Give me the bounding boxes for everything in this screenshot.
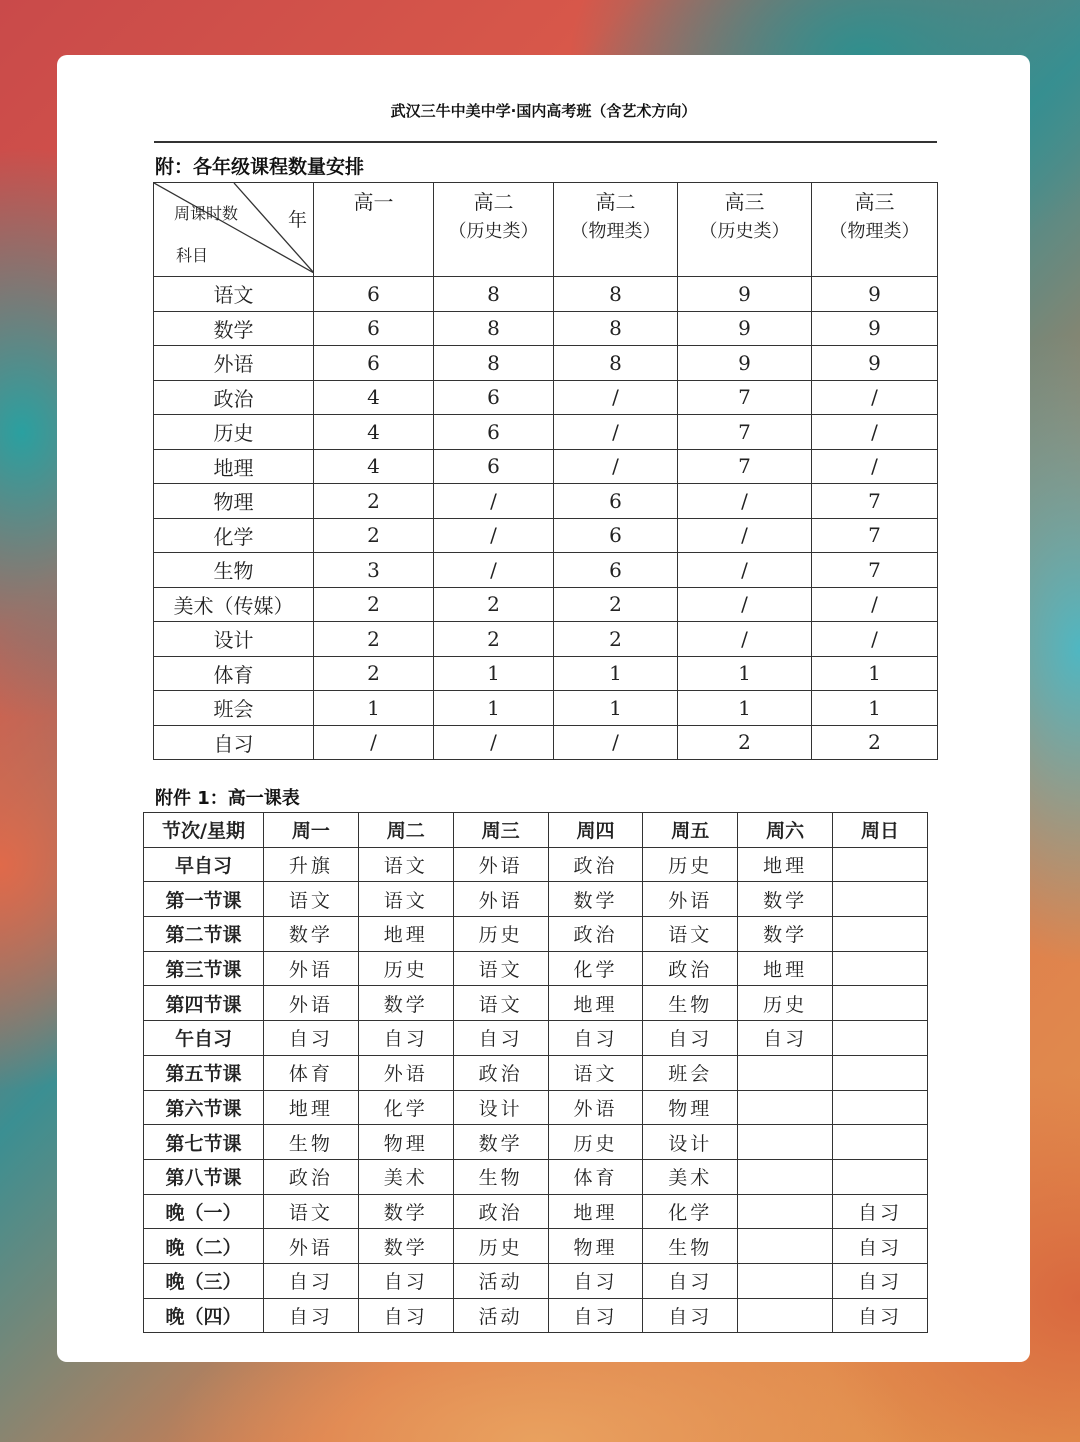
corner-subject-label: 科目 <box>176 246 209 265</box>
class-cell: 地理 <box>738 847 833 882</box>
grade-header-cell <box>434 183 554 277</box>
hours-cell: 2 <box>434 587 554 622</box>
timetable-row <box>144 1125 928 1160</box>
class-cell: 生物 <box>453 1159 548 1194</box>
course-hours-row <box>154 587 938 622</box>
hours-cell: 9 <box>812 311 938 346</box>
class-cell <box>738 1159 833 1194</box>
corner-hours-label: 周课时数 <box>174 204 239 223</box>
weekday-header: 周六 <box>738 813 833 848</box>
hours-cell: / <box>812 449 938 484</box>
period-label-cell: 第五节课 <box>144 1055 264 1090</box>
timetable <box>143 812 928 1333</box>
grade-header-cell <box>554 183 678 277</box>
subject-cell: 政治 <box>154 380 314 415</box>
class-cell <box>833 1055 928 1090</box>
class-cell: 自习 <box>643 1021 738 1056</box>
period-label-cell: 第六节课 <box>144 1090 264 1125</box>
class-cell <box>738 1090 833 1125</box>
hours-cell: 7 <box>812 484 938 519</box>
subject-cell: 设计 <box>154 622 314 657</box>
class-cell <box>833 1159 928 1194</box>
class-cell: 数学 <box>453 1125 548 1160</box>
class-cell: 自习 <box>643 1298 738 1333</box>
hours-cell: 9 <box>812 277 938 312</box>
hours-cell: 6 <box>554 518 678 553</box>
hours-cell: 9 <box>678 311 812 346</box>
subject-cell: 自习 <box>154 725 314 760</box>
class-cell <box>738 1229 833 1264</box>
class-cell: 数学 <box>264 917 359 952</box>
class-cell: 自习 <box>548 1298 643 1333</box>
hours-cell: 4 <box>314 380 434 415</box>
timetable-row <box>144 951 928 986</box>
grade-header-main: 高三 <box>854 190 895 214</box>
class-cell: 数学 <box>548 882 643 917</box>
class-cell: 地理 <box>264 1090 359 1125</box>
hours-cell: / <box>812 587 938 622</box>
hours-cell: / <box>554 380 678 415</box>
class-cell: 外语 <box>453 882 548 917</box>
class-cell: 自习 <box>833 1263 928 1298</box>
period-label-cell: 晚（四） <box>144 1298 264 1333</box>
class-cell: 体育 <box>264 1055 359 1090</box>
hours-cell: / <box>434 518 554 553</box>
hours-cell: 2 <box>314 518 434 553</box>
class-cell <box>738 1194 833 1229</box>
class-cell: 政治 <box>548 917 643 952</box>
period-label-cell: 晚（二） <box>144 1229 264 1264</box>
hours-cell: 6 <box>314 277 434 312</box>
class-cell: 体育 <box>548 1159 643 1194</box>
class-cell: 物理 <box>548 1229 643 1264</box>
course-hours-row <box>154 553 938 588</box>
hours-cell: 8 <box>434 311 554 346</box>
page-header-title: 武汉三牛中美中学·国内高考班（含艺术方向） <box>390 102 697 120</box>
class-cell <box>833 1090 928 1125</box>
hours-cell: 7 <box>678 415 812 450</box>
grade-header-main: 高一 <box>353 190 394 214</box>
period-label-cell: 第二节课 <box>144 917 264 952</box>
timetable-row <box>144 917 928 952</box>
hours-cell: 9 <box>812 346 938 381</box>
period-label-cell: 第三节课 <box>144 951 264 986</box>
class-cell: 历史 <box>358 951 453 986</box>
course-hours-row <box>154 415 938 450</box>
class-cell: 外语 <box>264 951 359 986</box>
class-cell: 历史 <box>453 917 548 952</box>
hours-cell: / <box>434 553 554 588</box>
timetable-row <box>144 1159 928 1194</box>
course-hours-row <box>154 380 938 415</box>
class-cell: 自习 <box>833 1298 928 1333</box>
hours-cell: 8 <box>554 311 678 346</box>
class-cell <box>833 1125 928 1160</box>
hours-cell: 1 <box>314 691 434 726</box>
subject-cell: 生物 <box>154 553 314 588</box>
subject-cell: 美术（传媒） <box>154 587 314 622</box>
grade-header-cell <box>678 183 812 277</box>
hours-cell: 6 <box>434 449 554 484</box>
class-cell: 自习 <box>548 1021 643 1056</box>
hours-cell: 2 <box>678 725 812 760</box>
class-cell: 自习 <box>453 1021 548 1056</box>
class-cell: 历史 <box>643 847 738 882</box>
class-cell: 政治 <box>643 951 738 986</box>
hours-cell: 7 <box>678 449 812 484</box>
period-label-cell: 第一节课 <box>144 882 264 917</box>
hours-cell: 2 <box>554 622 678 657</box>
hours-cell: / <box>678 484 812 519</box>
class-cell: 化学 <box>643 1194 738 1229</box>
hours-cell: / <box>314 725 434 760</box>
class-cell: 自习 <box>264 1263 359 1298</box>
course-hours-row <box>154 725 938 760</box>
class-cell: 美术 <box>643 1159 738 1194</box>
class-cell: 政治 <box>548 847 643 882</box>
section2-title: 附件 1：高一课表 <box>155 788 300 809</box>
class-cell: 外语 <box>358 1055 453 1090</box>
hours-cell: 1 <box>554 656 678 691</box>
hours-cell: 1 <box>812 656 938 691</box>
class-cell <box>833 951 928 986</box>
timetable-row <box>144 1090 928 1125</box>
course-hours-row <box>154 622 938 657</box>
class-cell: 语文 <box>358 882 453 917</box>
class-cell: 数学 <box>358 1194 453 1229</box>
grade-header-main: 高二 <box>473 190 514 214</box>
class-cell: 生物 <box>643 986 738 1021</box>
class-cell <box>833 882 928 917</box>
hours-cell: 2 <box>554 587 678 622</box>
hours-cell: 7 <box>812 518 938 553</box>
class-cell <box>738 1263 833 1298</box>
hours-cell: 8 <box>554 277 678 312</box>
class-cell <box>738 1055 833 1090</box>
document-page <box>57 55 1030 1362</box>
subject-cell: 物理 <box>154 484 314 519</box>
timetable-row <box>144 1194 928 1229</box>
period-label-cell: 晚（一） <box>144 1194 264 1229</box>
hours-cell: / <box>554 415 678 450</box>
class-cell: 自习 <box>833 1229 928 1264</box>
grade-header-cell <box>812 183 938 277</box>
hours-cell: 7 <box>678 380 812 415</box>
class-cell: 自习 <box>548 1263 643 1298</box>
class-cell: 活动 <box>453 1263 548 1298</box>
grade-header-main: 高二 <box>595 190 636 214</box>
class-cell: 升旗 <box>264 847 359 882</box>
hours-cell: 2 <box>314 656 434 691</box>
class-cell: 外语 <box>453 847 548 882</box>
hours-cell: / <box>812 415 938 450</box>
hours-cell: 7 <box>812 553 938 588</box>
weekday-header: 周三 <box>453 813 548 848</box>
subject-cell: 地理 <box>154 449 314 484</box>
timetable-corner-header: 节次/星期 <box>144 813 264 848</box>
class-cell: 语文 <box>264 882 359 917</box>
class-cell: 地理 <box>548 986 643 1021</box>
class-cell: 化学 <box>358 1090 453 1125</box>
class-cell: 语文 <box>643 917 738 952</box>
subject-cell: 语文 <box>154 277 314 312</box>
class-cell: 自习 <box>264 1298 359 1333</box>
class-cell: 物理 <box>358 1125 453 1160</box>
class-cell: 自习 <box>738 1021 833 1056</box>
class-cell: 外语 <box>548 1090 643 1125</box>
timetable-row <box>144 1263 928 1298</box>
weekday-header: 周一 <box>264 813 359 848</box>
class-cell: 数学 <box>738 882 833 917</box>
hours-cell: / <box>678 622 812 657</box>
class-cell: 地理 <box>358 917 453 952</box>
course-hours-row <box>154 311 938 346</box>
subject-cell: 班会 <box>154 691 314 726</box>
course-hours-row <box>154 691 938 726</box>
subject-cell: 数学 <box>154 311 314 346</box>
hours-cell: 2 <box>812 725 938 760</box>
hours-cell: 1 <box>678 691 812 726</box>
class-cell: 政治 <box>453 1194 548 1229</box>
class-cell: 外语 <box>643 882 738 917</box>
class-cell <box>833 986 928 1021</box>
class-cell <box>833 847 928 882</box>
period-label-cell: 第四节课 <box>144 986 264 1021</box>
hours-cell: 1 <box>678 656 812 691</box>
period-label-cell: 晚（三） <box>144 1263 264 1298</box>
hours-cell: 3 <box>314 553 434 588</box>
grade-header-cell <box>314 183 434 277</box>
class-cell <box>833 1021 928 1056</box>
course-hours-row <box>154 484 938 519</box>
class-cell: 自习 <box>358 1021 453 1056</box>
subject-cell: 体育 <box>154 656 314 691</box>
timetable-row <box>144 1298 928 1333</box>
weekday-header: 周二 <box>358 813 453 848</box>
class-cell: 化学 <box>548 951 643 986</box>
class-cell: 语文 <box>548 1055 643 1090</box>
class-cell: 自习 <box>264 1021 359 1056</box>
class-cell: 生物 <box>643 1229 738 1264</box>
subject-cell: 化学 <box>154 518 314 553</box>
hours-cell: / <box>812 622 938 657</box>
class-cell: 自习 <box>358 1298 453 1333</box>
hours-cell: 2 <box>314 622 434 657</box>
period-label-cell: 午自习 <box>144 1021 264 1056</box>
hours-cell: 2 <box>314 484 434 519</box>
class-cell: 设计 <box>453 1090 548 1125</box>
header-divider <box>154 141 937 143</box>
class-cell: 历史 <box>548 1125 643 1160</box>
timetable-row <box>144 847 928 882</box>
class-cell: 地理 <box>548 1194 643 1229</box>
period-label-cell: 第八节课 <box>144 1159 264 1194</box>
period-label-cell: 早自习 <box>144 847 264 882</box>
hours-cell: / <box>434 484 554 519</box>
timetable-header-row <box>144 813 928 848</box>
class-cell: 设计 <box>643 1125 738 1160</box>
class-cell: 外语 <box>264 986 359 1021</box>
hours-cell: / <box>434 725 554 760</box>
hours-cell: / <box>554 725 678 760</box>
hours-cell: 4 <box>314 415 434 450</box>
hours-cell: 8 <box>554 346 678 381</box>
class-cell: 语文 <box>453 951 548 986</box>
timetable-row <box>144 986 928 1021</box>
hours-cell: / <box>678 553 812 588</box>
hours-cell: 6 <box>314 311 434 346</box>
course-hours-row <box>154 518 938 553</box>
class-cell: 政治 <box>264 1159 359 1194</box>
class-cell: 班会 <box>643 1055 738 1090</box>
class-cell: 自习 <box>833 1194 928 1229</box>
class-cell <box>833 917 928 952</box>
grade-header-sub: （物理类） <box>570 221 661 242</box>
timetable-row <box>144 882 928 917</box>
timetable-row <box>144 1055 928 1090</box>
hours-cell: 9 <box>678 346 812 381</box>
hours-cell: 2 <box>434 622 554 657</box>
class-cell: 地理 <box>738 951 833 986</box>
hours-cell: 1 <box>812 691 938 726</box>
hours-cell: / <box>678 518 812 553</box>
class-cell <box>738 1125 833 1160</box>
course-hours-row <box>154 346 938 381</box>
class-cell: 数学 <box>358 986 453 1021</box>
hours-cell: 1 <box>434 691 554 726</box>
class-cell: 语文 <box>358 847 453 882</box>
class-cell: 语文 <box>453 986 548 1021</box>
hours-cell: 8 <box>434 346 554 381</box>
weekday-header: 周日 <box>833 813 928 848</box>
hours-cell: 2 <box>314 587 434 622</box>
class-cell: 语文 <box>264 1194 359 1229</box>
class-cell: 历史 <box>738 986 833 1021</box>
hours-cell: 6 <box>554 484 678 519</box>
hours-cell: 1 <box>554 691 678 726</box>
grade-header-sub: （历史类） <box>699 221 790 242</box>
hours-cell: 6 <box>314 346 434 381</box>
class-cell: 美术 <box>358 1159 453 1194</box>
hours-cell: 9 <box>678 277 812 312</box>
course-hours-body <box>154 277 938 760</box>
class-cell: 活动 <box>453 1298 548 1333</box>
subject-cell: 历史 <box>154 415 314 450</box>
course-hours-row <box>154 449 938 484</box>
course-hours-table <box>153 182 938 760</box>
corner-grade-label: 年 <box>287 209 307 231</box>
weekday-header: 周四 <box>548 813 643 848</box>
hours-cell: / <box>554 449 678 484</box>
hours-cell: 6 <box>434 380 554 415</box>
hours-cell: 1 <box>434 656 554 691</box>
class-cell: 政治 <box>453 1055 548 1090</box>
grade-header-sub: （物理类） <box>829 221 920 242</box>
hours-cell: 6 <box>554 553 678 588</box>
class-cell <box>738 1298 833 1333</box>
timetable-row <box>144 1021 928 1056</box>
hours-cell: 4 <box>314 449 434 484</box>
class-cell: 数学 <box>738 917 833 952</box>
course-hours-row <box>154 277 938 312</box>
period-label-cell: 第七节课 <box>144 1125 264 1160</box>
class-cell: 自习 <box>643 1263 738 1298</box>
class-cell: 历史 <box>453 1229 548 1264</box>
hours-cell: / <box>812 380 938 415</box>
weekday-header: 周五 <box>643 813 738 848</box>
hours-cell: 8 <box>434 277 554 312</box>
class-cell: 物理 <box>643 1090 738 1125</box>
subject-cell: 外语 <box>154 346 314 381</box>
section1-title: 附：各年级课程数量安排 <box>155 156 365 178</box>
hours-cell: / <box>678 587 812 622</box>
hours-cell: 6 <box>434 415 554 450</box>
timetable-body <box>144 813 928 1333</box>
class-cell: 生物 <box>264 1125 359 1160</box>
class-cell: 数学 <box>358 1229 453 1264</box>
timetable-row <box>144 1229 928 1264</box>
grade-header-sub: （历史类） <box>448 221 539 242</box>
course-hours-row <box>154 656 938 691</box>
corner-header-cell <box>154 183 314 277</box>
grade-header-main: 高三 <box>724 190 765 214</box>
course-hours-header-row <box>154 183 938 277</box>
class-cell: 外语 <box>264 1229 359 1264</box>
class-cell: 自习 <box>358 1263 453 1298</box>
